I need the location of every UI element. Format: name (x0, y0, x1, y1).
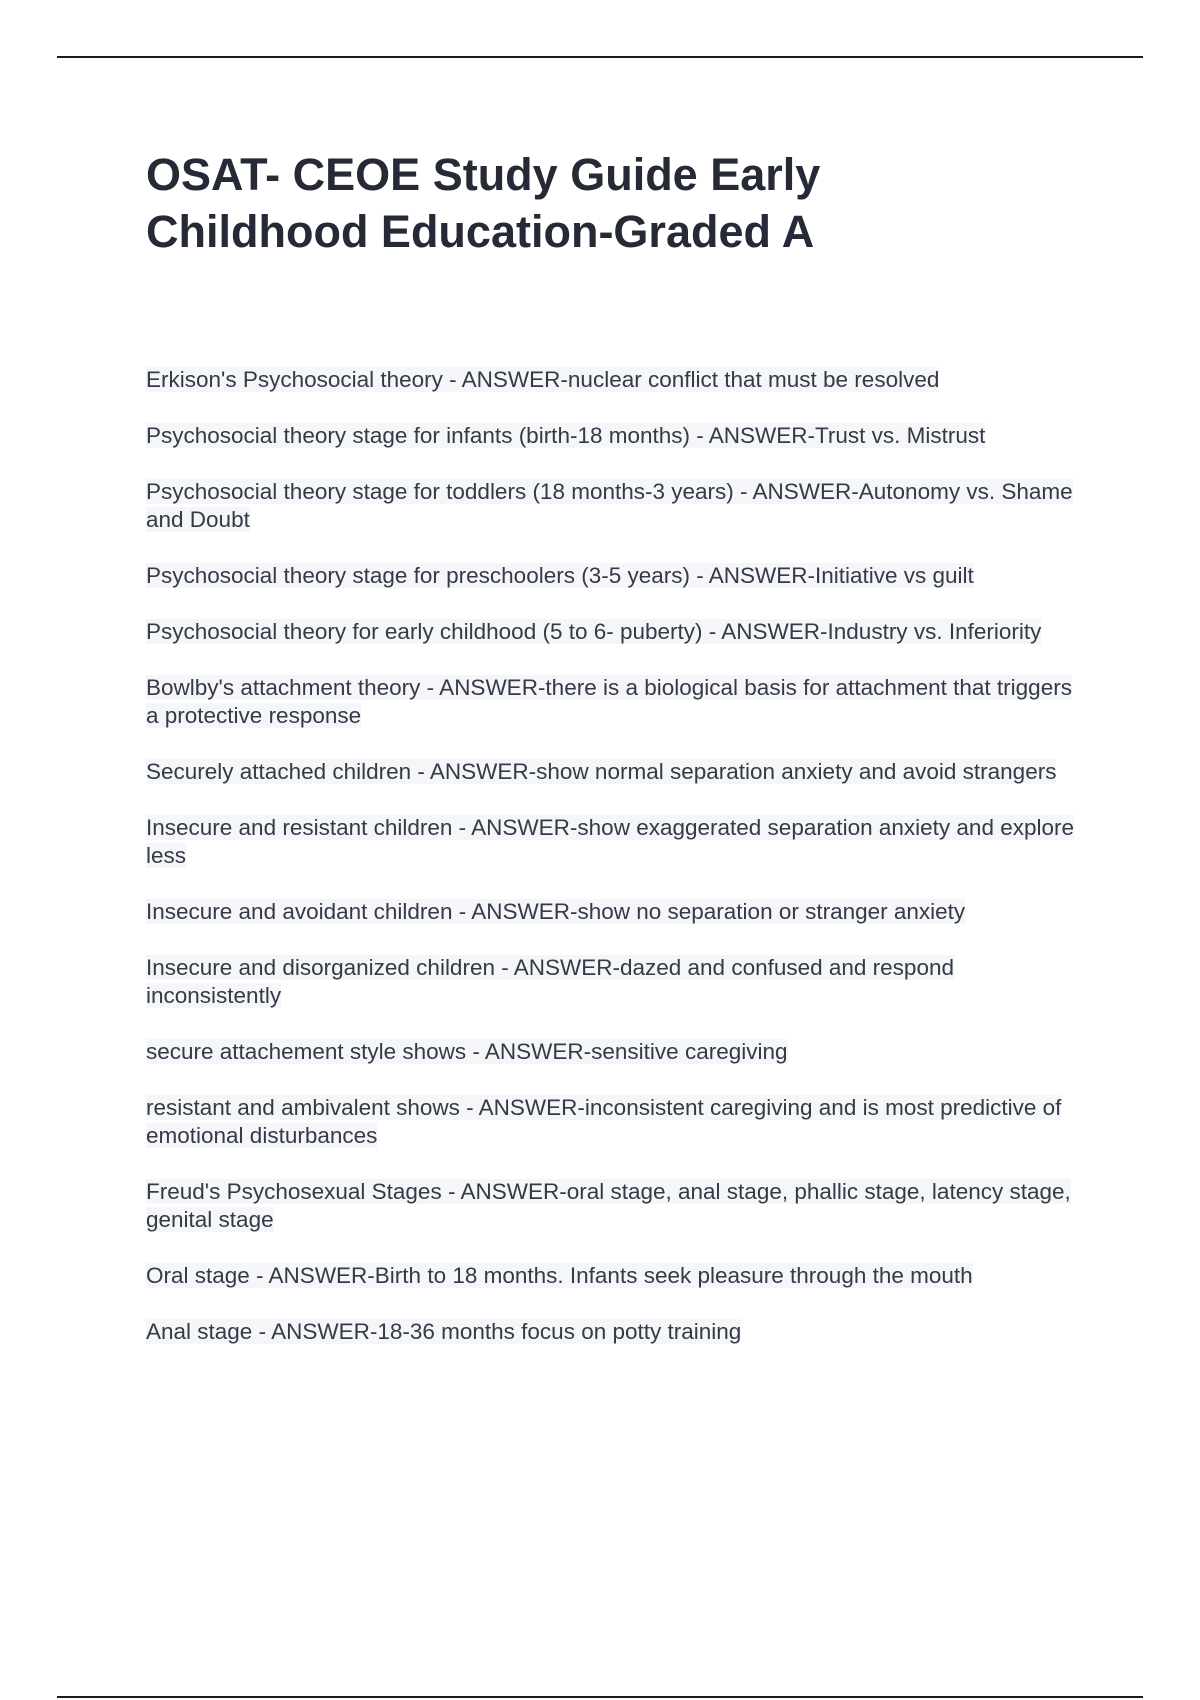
list-item (146, 674, 1076, 730)
qa-text: secure attachement style shows - ANSWER-sensitive caregiving (146, 1039, 788, 1064)
qa-text: resistant and ambivalent shows - ANSWER-inconsistent caregiving and is most predictive of emotional disturbances (146, 1095, 1062, 1148)
qa-text: Freud's Psychosexual Stages - ANSWER-oral stage, anal stage, phallic stage, latency stage, genital stage (146, 1179, 1071, 1232)
list-item (146, 1094, 1076, 1150)
qa-text: Insecure and disorganized children - ANSWER-dazed and confused and respond inconsistently (146, 955, 954, 1008)
qa-text: Insecure and avoidant children - ANSWER-show no separation or stranger anxiety (146, 899, 966, 924)
qa-text: Oral stage - ANSWER-Birth to 18 months. Infants seek pleasure through the mouth (146, 1263, 973, 1288)
list-item (146, 478, 1076, 534)
list-item (146, 618, 1076, 646)
list-item (146, 422, 1076, 450)
list-item (146, 898, 1076, 926)
page-title: OSAT- CEOE Study Guide Early Childhood Education-Graded A (146, 149, 821, 257)
qa-list (146, 366, 1076, 1374)
list-item (146, 954, 1076, 1010)
list-item (146, 1038, 1076, 1066)
qa-text: Psychosocial theory stage for toddlers (18 months-3 years) - ANSWER-Autonomy vs. Shame and Doubt (146, 479, 1073, 532)
qa-text: Insecure and resistant children - ANSWER-show exaggerated separation anxiety and explore less (146, 815, 1075, 868)
top-divider (57, 56, 1143, 58)
qa-text: Securely attached children - ANSWER-show normal separation anxiety and avoid strangers (146, 759, 1057, 784)
list-item (146, 758, 1076, 786)
list-item (146, 562, 1076, 590)
list-item (146, 1178, 1076, 1234)
list-item (146, 814, 1076, 870)
qa-text: Erkison's Psychosocial theory - ANSWER-nuclear conflict that must be resolved (146, 367, 940, 392)
list-item (146, 1262, 1076, 1290)
bottom-divider (57, 1696, 1143, 1698)
qa-text: Psychosocial theory stage for preschoolers (3-5 years) - ANSWER-Initiative vs guilt (146, 563, 974, 588)
qa-text: Psychosocial theory for early childhood (5 to 6- puberty) - ANSWER-Industry vs. Inferiority (146, 619, 1042, 644)
qa-text: Psychosocial theory stage for infants (birth-18 months) - ANSWER-Trust vs. Mistrust (146, 423, 986, 448)
qa-text: Bowlby's attachment theory - ANSWER-there is a biological basis for attachment that triggers a protective response (146, 675, 1072, 728)
list-item (146, 366, 1076, 394)
qa-text: Anal stage - ANSWER-18-36 months focus on potty training (146, 1319, 742, 1344)
list-item (146, 1318, 1076, 1346)
